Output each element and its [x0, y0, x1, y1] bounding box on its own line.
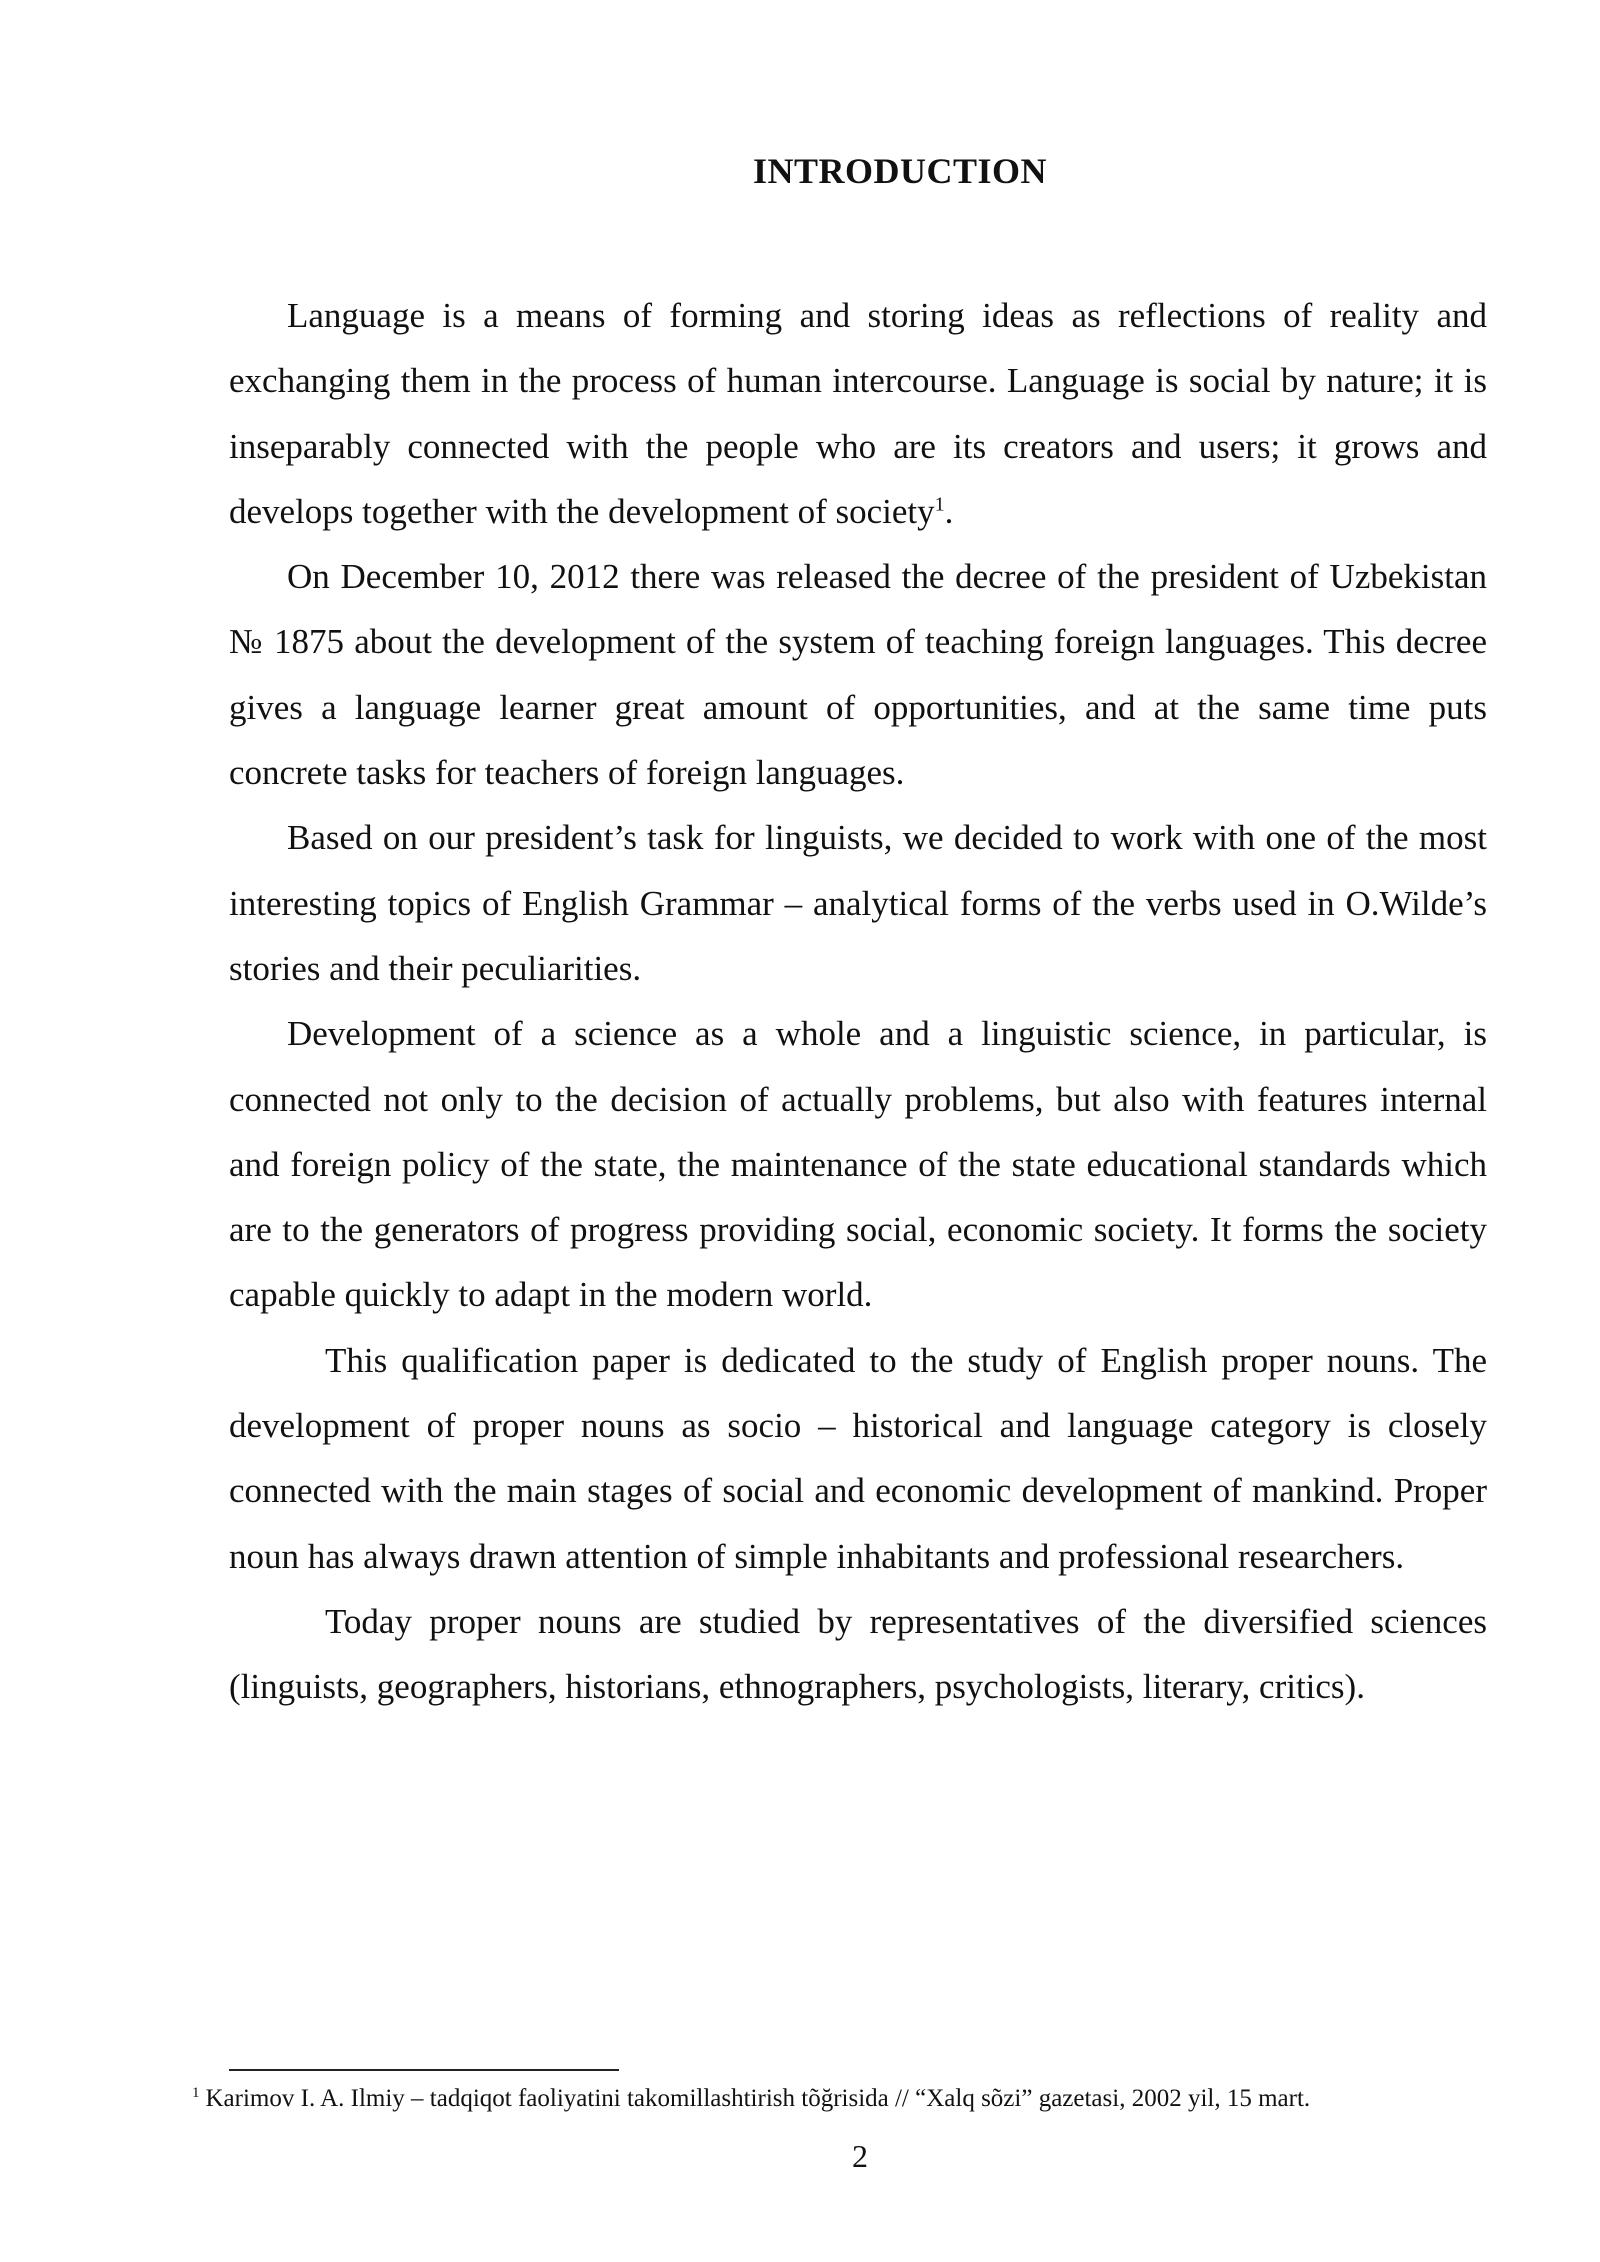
- page-title: [0, 150, 1600, 192]
- paragraph-3: Based on our president’s task for linguists, we decided to work with one of the most interesting topics of English Grammar – analytical forms of the verbs used in O.Wilde’s stories and their peculiarities.: [229, 818, 1487, 988]
- paragraph-1-end: .: [944, 491, 954, 531]
- paragraph-4: Development of a science as a whole and a linguistic science, in particular, is connected not only to the decision of actually problems, but also with features internal and foreign policy of the state, the maintenance of the state educational standards which are to the generators of progress providing social, economic society. It forms the society capable quickly to adapt in the modern world.: [229, 1014, 1487, 1315]
- footnote-text: Karimov I. A. Ilmiy – tadqiqot faoliyatini takomillashtirish tõğrisida // “Xalq sõzi” gazetasi, 2002 yil, 15 mart.: [205, 2085, 1311, 2112]
- paragraph-1: [229, 283, 1487, 544]
- paragraph-2: On December 10, 2012 there was released the decree of the president of Uzbekistan № 1875 about the development of the system of teaching foreign languages. This decree gives a language learner great amount of opportunities, and at the same time puts concrete tasks for teachers of foreign languages.: [229, 557, 1487, 793]
- footnote-reference[interactable]: 1: [934, 493, 945, 516]
- footnote-marker: 1: [192, 2084, 200, 2101]
- footnote-separator: [229, 2069, 619, 2071]
- paragraph-5: This qualification paper is dedicated to the study of English proper nouns. The development of proper nouns as socio – historical and language category is closely connected with the main stages of social and economic development of mankind. Proper noun has always drawn attention of simple inhabitants and professional researchers.: [229, 1340, 1487, 1576]
- body-text: [229, 283, 1487, 1720]
- paragraph-1-text: Language is a means of forming and storing ideas as reflections of reality and exchanging them in the process of human intercourse. Language is social by nature; it is inseparably connected with the people who are its creators and users; it grows and develops together with the development of society: [229, 296, 1487, 531]
- page-number: 2: [852, 2138, 868, 2174]
- footnote: [192, 2084, 1492, 2114]
- paragraph-6: Today proper nouns are studied by representatives of the diversified sciences (linguists, geographers, historians, ethnographers, psychologists, literary, critics).: [229, 1601, 1487, 1707]
- page-title-text: INTRODUCTION: [752, 151, 1048, 191]
